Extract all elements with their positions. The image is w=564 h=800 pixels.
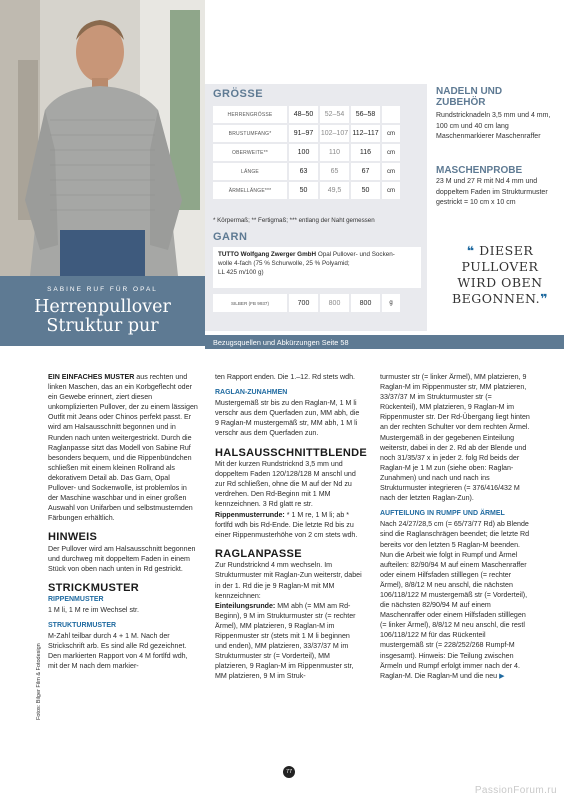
size-unit: cm <box>382 182 400 199</box>
size-label: HERRENGRÖSSE <box>213 106 287 123</box>
section-text <box>215 601 362 682</box>
size-value: 49,5 <box>320 182 349 199</box>
term-text: * 1 M re, 1 M li; ab * fortlfd wdh bis Rd-Ende. Die letzte Rd bis zu einer Rippenmusterhöhe von 2 cm stets wdh. <box>215 510 358 539</box>
needles-heading-line1: NADELN UND <box>436 86 503 97</box>
text-column-1 <box>48 372 198 671</box>
sources-bar: Bezugsquellen und Abkürzungen Seite 58 <box>205 335 564 349</box>
size-label: LÄNGE <box>213 163 287 180</box>
yarn-amount: 800 <box>320 294 349 312</box>
size-unit <box>382 106 400 123</box>
size-value: 91–97 <box>289 125 318 142</box>
term-bold: Rippenmusterrunde: <box>215 510 285 519</box>
size-value: 116 <box>351 144 380 161</box>
yarn-amount: 700 <box>289 294 318 312</box>
text-column-3 <box>380 372 530 682</box>
size-label: OBERWEITE** <box>213 144 287 161</box>
section-text: 1 M li, 1 M re im Wechsel str. <box>48 605 139 614</box>
photo-sweater-model-icon <box>0 0 205 276</box>
subsection-heading: STRUKTURMUSTER <box>48 621 117 629</box>
yarn-heading: GARN <box>213 231 248 243</box>
section-heading: HINWEIS <box>48 531 98 544</box>
model-photo <box>0 0 205 276</box>
section-body: Nach 24/27/28,5 cm (= 65/73/77 Rd) ab Blende sind die Raglanschrägen beendet; die letzte Rd bereits vor den letzten 5 Raglan-M beenden. Nun die Arbeit wie folgt in Rumpf und Ärmel aufteilen: 82/90/94 M auf einem Maschenraffer oder einem Hilfsfaden stilllegen (= rechter Ärmel), 8/8/12 M neu anschl, die nächsten 106/118/122 M mustergemäß str (= Vorderteil), die nächsten 82/90/94 M auf einem Maschenraffer oder einem Hilfsfaden stilllegen (= linker Ärmel), 8/8/12 M neu anschl, die restl 106/118/122 M für das Rückenteil mustergemäß str (= 228/252/268 Rumpf-M insgesamt). Hinweis: Die Teilung zwischen Ärmeln und Rumpf erfolgt immer nach der 4. Raglan-M. Die Raglan-M und die neu <box>380 520 530 680</box>
yarn-color-label: SILBER (FB 9937) <box>213 294 287 312</box>
intro-paragraph <box>48 372 198 523</box>
size-value: 56–58 <box>351 106 380 123</box>
table-row <box>213 182 400 199</box>
table-row <box>213 144 400 161</box>
quote-text: DIESER PULLOVER WIRD OBEN BEGONNEN. <box>452 243 543 306</box>
size-value: 48–50 <box>289 106 318 123</box>
gauge-heading: MASCHENPROBE <box>436 165 523 176</box>
text-column-2 <box>215 372 368 681</box>
pull-quote <box>444 243 556 307</box>
yarn-brand: TUTTO Wolfgang Zwerger GmbH <box>218 251 317 258</box>
pattern-title-line2: Struktur pur <box>46 316 159 336</box>
size-heading: GRÖSSE <box>213 88 264 100</box>
section-text: Der Pullover wird am Halsausschnitt begonnen und durchweg mit doppeltem Faden in einem Stück von oben nach unten in Rd gestrickt. <box>48 544 196 574</box>
yarn-amount-table <box>213 294 400 312</box>
size-value: 67 <box>351 163 380 180</box>
table-row <box>213 163 400 180</box>
size-value: 52–54 <box>320 106 349 123</box>
size-value: 65 <box>320 163 349 180</box>
intro-text: aus rechten und linken Maschen, das an ein Korbgeflecht oder ein Gewebe erinnert, ziert diesen unkomplizierten Pullover, der zu einem lässigen Outfit mit Jeans oder Chinos perfekt passt. Er wird am Halsausschnitt begonnen und in Runden nach unten weitergestrickt. Durch die Raglanpasse sitzt das Modell von Sabine Ruf besonders bequem, und die Rippenbündchen schließen mit einem kleinen Rollrand als dekorativem Detail ab. Das Garn, Opal Pullover- und Sockenwolle, ist problemlos in der Maschine waschbar und in einer großen Auswahl von Unifarben und selbstmusternden Färbungen erhältlich. <box>48 373 198 523</box>
table-row <box>213 125 400 142</box>
photo-credit: Fotos: Bilger Film & Fotodesign <box>36 643 42 720</box>
gauge-text: 23 M und 27 R mit Nd 4 mm und doppeltem Faden im Strukturmuster gestrickt = 10 cm x 10 cm <box>436 178 548 206</box>
size-value: 63 <box>289 163 318 180</box>
size-value: 110 <box>320 144 349 161</box>
needles-heading <box>436 87 558 108</box>
page-number: 77 <box>283 766 295 778</box>
quote-open-icon: ❝ <box>466 243 475 258</box>
size-table <box>213 104 400 201</box>
term-text: MM abh (= MM am Rd-Beginn), 9 M im Strukturmuster str (= rechter Ärmel), MM platzieren, 9 Raglan-M im Rippenmuster str (stets mit 1 M li beginnen und enden), MM platzieren, 33/37/37 M im Strukturmuster str (= Vorderteil), MM platzieren, 9 Raglan-M im Rippenmuster str, MM platzieren, 9 M im Struk- <box>215 601 356 681</box>
table-row <box>213 106 400 123</box>
subsection-heading: AUFTEILUNG IN RUMPF UND ÄRMEL <box>380 510 505 518</box>
section-text: ten Rapport enden. Die 1.–12. Rd stets wdh. <box>215 373 355 381</box>
section-text: Mit der kurzen Rundstricknd 3,5 mm und doppeltem Faden 120/128/128 M anschl und zur Rd schließen, ohne die M auf der Nd zu verdrehen. Den Rd-Beginn mit 1 MM kennzeichnen. 3 Rd glatt re str. <box>215 460 356 509</box>
continue-arrow-icon: ▶ <box>499 672 505 680</box>
designer-byline: SABINE RUF FÜR OPAL <box>47 286 158 293</box>
size-footnote: * Körpermaß; ** Fertigmaß; *** entlang der Naht gemessen <box>213 217 375 224</box>
size-unit: cm <box>382 125 400 142</box>
section-text: Zur Rundstricknd 4 mm wechseln. Im Strukturmuster mit Raglan-Zun weiterstr, dabei in der 1. Rd die je 9 Raglan-M mit MM kennzeichnen: <box>215 561 362 600</box>
yarn-unit: g <box>382 294 400 312</box>
watermark: PassionForum.ru <box>474 785 557 796</box>
size-label: BRUSTUMFANG* <box>213 125 287 142</box>
section-heading: RAGLANPASSE <box>215 547 302 560</box>
size-value: 100 <box>289 144 318 161</box>
subsection-heading: RIPPENMUSTER <box>48 595 104 603</box>
section-text <box>215 510 362 540</box>
size-unit: cm <box>382 144 400 161</box>
quote-close-icon: ❞ <box>540 291 548 306</box>
section-text <box>380 519 530 682</box>
section-heading: STRICKMUSTER <box>48 582 139 595</box>
section-text: Mustergemäß str bis zu den Raglan-M, 1 M li verschr aus dem Querfaden zun, MM abh, die 9 Raglan-M mustergemäß str, MM abh, 1 M li verschr aus dem Querfaden zun. <box>215 399 360 438</box>
section-heading: HALSAUSSCHNITTBLENDE <box>215 446 368 459</box>
yarn-desc: Opal Pullover- und Socken- <box>316 251 395 258</box>
term-bold: Einteilungsrunde: <box>215 601 276 610</box>
needles-heading-line2: ZUBEHÖR <box>436 96 486 108</box>
size-value: 50 <box>289 182 318 199</box>
size-value: 112–117 <box>351 125 380 142</box>
size-value: 50 <box>351 182 380 199</box>
yarn-amount: 800 <box>351 294 380 312</box>
yarn-desc: wolle 4-fach (75 % Schurwolle, 25 % Polyamid; <box>218 260 350 267</box>
needles-text: Rundstricknadeln 3,5 mm und 4 mm, 100 cm und 40 cm lang Maschenmarkierer Maschenraffer <box>436 112 551 140</box>
intro-lead: EIN EINFACHES MUSTER <box>48 373 135 381</box>
pattern-title-line1: Herrenpullover <box>34 297 171 317</box>
yarn-description <box>213 247 421 288</box>
subsection-heading: RAGLAN-ZUNAHMEN <box>215 389 288 397</box>
section-text: turmuster str (= linker Ärmel), MM platzieren, 9 Raglan-M im Rippenmuster str, MM platzieren, 33/37/37 M im Strukturmuster str (= Rückenteil), MM platzieren, 9 Raglan-M im Rippenmuster str. Der Rd-Übergang liegt hinten an der rechten Schulter vor dem rechten Ärmel. Mustergemäß in der gegebenen Einteilung weiterstr, dabei in der 2. Rd ab der Blende und noch 31/35/37 x in jeder 2. folg Rd beids der Raglan-M je 1 M zun (siehe oben: Raglan-Zunahmen) und nach und nach ins Strukturmuster integrieren (= 376/416/432 M nach der letzten Raglan-Zun). <box>380 373 530 503</box>
yarn-desc: LL 425 m/100 g) <box>218 269 264 276</box>
size-unit: cm <box>382 163 400 180</box>
title-box <box>0 276 205 346</box>
size-label: ÄRMELLÄNGE*** <box>213 182 287 199</box>
size-value: 102–107 <box>320 125 349 142</box>
section-text: M-Zahl teilbar durch 4 + 1 M. Nach der Strickschrift arb. Es sind alle Rd gezeichnet. Den markierten Rapport von 4 M fortlfd wdh, mit der M nach dem markier- <box>48 631 188 671</box>
table-row <box>213 294 400 312</box>
